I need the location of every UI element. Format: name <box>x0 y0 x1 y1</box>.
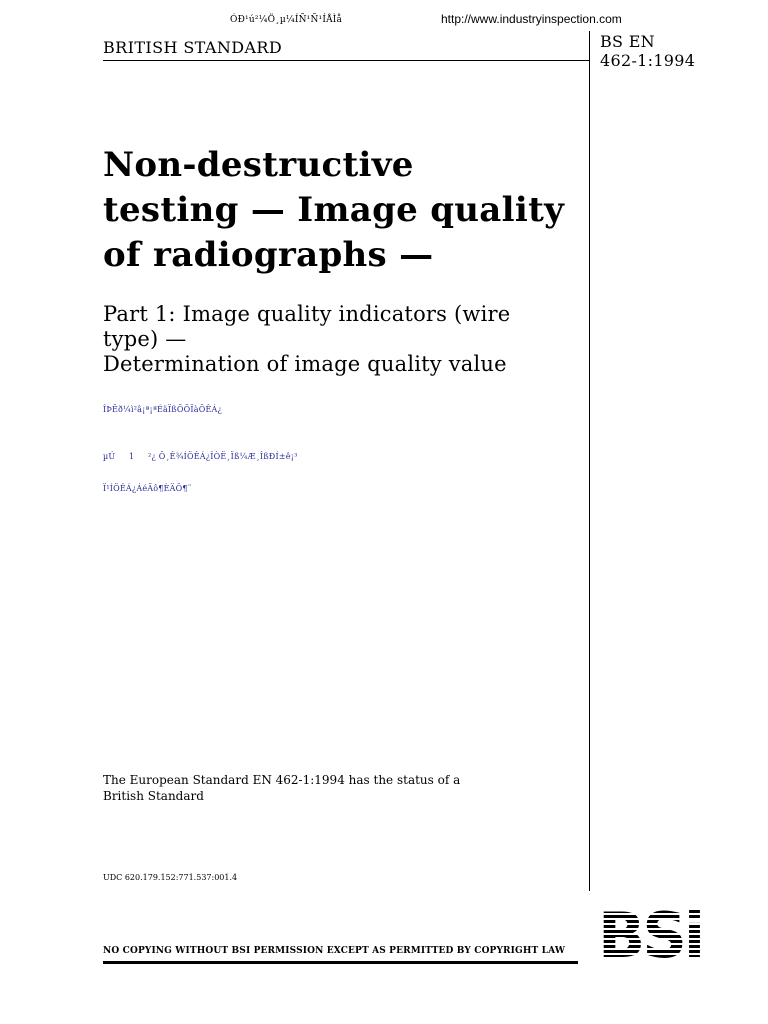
title-line2: testing — Image quality <box>103 190 565 230</box>
source-url: http://www.industryinspection.com <box>441 12 622 26</box>
status-note <box>103 772 460 804</box>
garbled-header-text: ÓÐ¹ú²¼Ö¸µ¼ÍÑ¹Ñ¹ÍÅÌå <box>230 15 343 25</box>
subtitle-line2: type) — <box>103 327 187 351</box>
standard-type-label: BRITISH STANDARD <box>103 38 283 57</box>
title-line1: Non-destructive <box>103 145 414 185</box>
udc-classification: UDC 620.179.152:771.537:001.4 <box>103 873 238 882</box>
document-title <box>103 143 583 278</box>
title-line3: of radiographs — <box>103 235 434 275</box>
copyright-notice: NO COPYING WITHOUT BSI PERMISSION EXCEPT AS PERMITTED BY COPYRIGHT LAW <box>103 946 566 956</box>
garbled-text-line1: ÎÞËð¼ì²â¡ª¡ªÉäÏßÕÕÏàÖÊÁ¿ <box>103 405 222 414</box>
garbled-text-line3: Ï¹ÍÖÊÁ¿ÁéÃô¶ÈÄÖ¶¨ <box>103 484 192 493</box>
footer-rule <box>103 961 578 964</box>
header-rule <box>103 60 590 61</box>
status-line2: British Standard <box>103 789 204 803</box>
subtitle-line3: Determination of image quality value <box>103 352 507 376</box>
document-subtitle <box>103 302 583 377</box>
standard-code-line2: 462-1:1994 <box>600 51 696 70</box>
status-line1: The European Standard EN 462-1:1994 has the status of a <box>103 773 461 787</box>
subtitle-line1: Part 1: Image quality indicators (wire <box>103 302 511 326</box>
bsi-logo-icon <box>596 905 736 964</box>
vertical-rule <box>589 31 590 891</box>
standard-code-line1: BS EN <box>600 32 655 51</box>
standard-code <box>600 32 695 70</box>
garbled-text-line2: µÚ 1 ²¿ Ö¸Ê¾ÍÖÊÁ¿ÎÒË¸Ïß¼Æ¸ÎßÐÍ±ê¡³ <box>103 452 298 461</box>
